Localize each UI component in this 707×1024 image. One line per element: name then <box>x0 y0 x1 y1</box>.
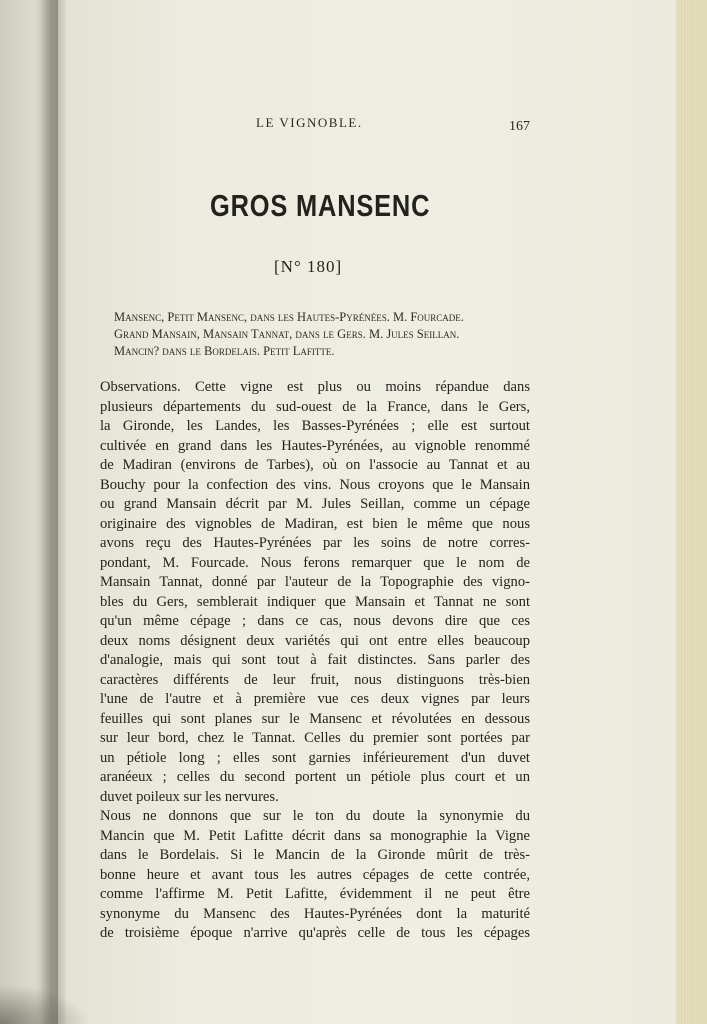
body-line: qu'un même cépage ; dans ce cas, nous devons dire que ces <box>100 613 530 629</box>
body-line: synonyme du Mansenc des Hautes-Pyrénées dont la maturité <box>100 905 530 922</box>
body-line: comme l'affirme M. Petit Lafitte, évidemment il ne peut être <box>100 886 530 902</box>
body-line: d'analogie, mais qui sont tout à fait distinctes. Sans parler des <box>100 652 530 668</box>
body-line: avons reçu des Hautes-Pyrénées par les soins de notre corres- <box>100 535 530 551</box>
body-line: cultivée en grand dans les Hautes-Pyrénées, au vignoble renommé <box>100 437 530 454</box>
page-number: 167 <box>509 119 530 134</box>
body-text <box>100 378 530 944</box>
page-title: GROS MANSENC <box>210 188 431 223</box>
body-line: Mansain Tannat, donné par l'auteur de la Topographie des vigno- <box>100 574 530 590</box>
body-line: bles du Gers, semblerait indiquer que Mansain et Tannat ne sont <box>100 593 530 610</box>
body-line: bonne heure et avant tous les autres cépages de cette contrée, <box>100 866 530 883</box>
body-line: plusieurs départements du sud-ouest de la France, dans le Gers, <box>100 398 530 415</box>
body-line: deux noms désignent deux variétés qui ont entre elles beaucoup <box>100 632 530 649</box>
variety-number: [N° 180] <box>274 257 343 276</box>
synonym-line: Mancin? dans le Bordelais. Petit Lafitte. <box>114 344 335 358</box>
body-line: Observations. Cette vigne est plus ou moins répandue dans <box>100 379 530 395</box>
body-line: Bouchy pour la confection des vins. Nous croyons que le Mansain <box>100 476 530 493</box>
body-line: la Gironde, les Landes, les Basses-Pyrénées ; elle est surtout <box>100 418 530 434</box>
running-head: LE VIGNOBLE. <box>256 115 363 130</box>
body-line: caractères différents de leur fruit, nous distinguons très-bien <box>100 671 530 688</box>
body-line: de Madiran (environs de Tarbes), où on l'associe au Tannat et au <box>100 457 530 473</box>
body-line: duvet poileux sur les nervures. <box>100 788 279 805</box>
body-line: Nous ne donnons que sur le ton du doute la synonymie du <box>100 808 530 824</box>
body-line: pondant, M. Fourcade. Nous ferons remarquer que le nom de <box>100 554 530 571</box>
body-line: aranéeux ; celles du second portent un pétiole plus court et un <box>100 769 530 785</box>
synonym-line: Grand Mansain, Mansain Tannat, dans le Gers. M. Jules Seillan. <box>114 327 460 341</box>
body-line: sur leur bord, chez le Tannat. Celles du premier sont portées par <box>100 730 530 746</box>
body-line: Mancin que M. Petit Lafitte décrit dans sa monographie la Vigne <box>100 827 530 844</box>
body-line: feuilles qui sont planes sur le Mansenc et révolutées en dessous <box>100 710 530 727</box>
body-line: originaire des vignobles de Madiran, est bien le même que nous <box>100 515 530 532</box>
body-line: un pétiole long ; elles sont garnies inférieurement d'un duvet <box>100 749 530 766</box>
body-line: l'une de l'autre et à première vue ces deux vignes par leurs <box>100 691 530 707</box>
corner-shadow <box>0 984 90 1024</box>
body-line: ou grand Mansain décrit par M. Jules Seillan, comme un cépage <box>100 496 530 512</box>
book-gutter-shadow <box>40 0 66 1024</box>
synonyms-block <box>114 309 544 360</box>
body-line: de troisième époque n'arrive qu'après celle de tous les cépages <box>100 925 530 941</box>
synonym-line: Mansenc, Petit Mansenc, dans les Hautes-Pyrénées. M. Fourcade. <box>114 310 464 324</box>
body-line: dans le Bordelais. Si le Mancin de la Gironde mûrit de très- <box>100 847 530 863</box>
page-edges <box>676 0 707 1024</box>
